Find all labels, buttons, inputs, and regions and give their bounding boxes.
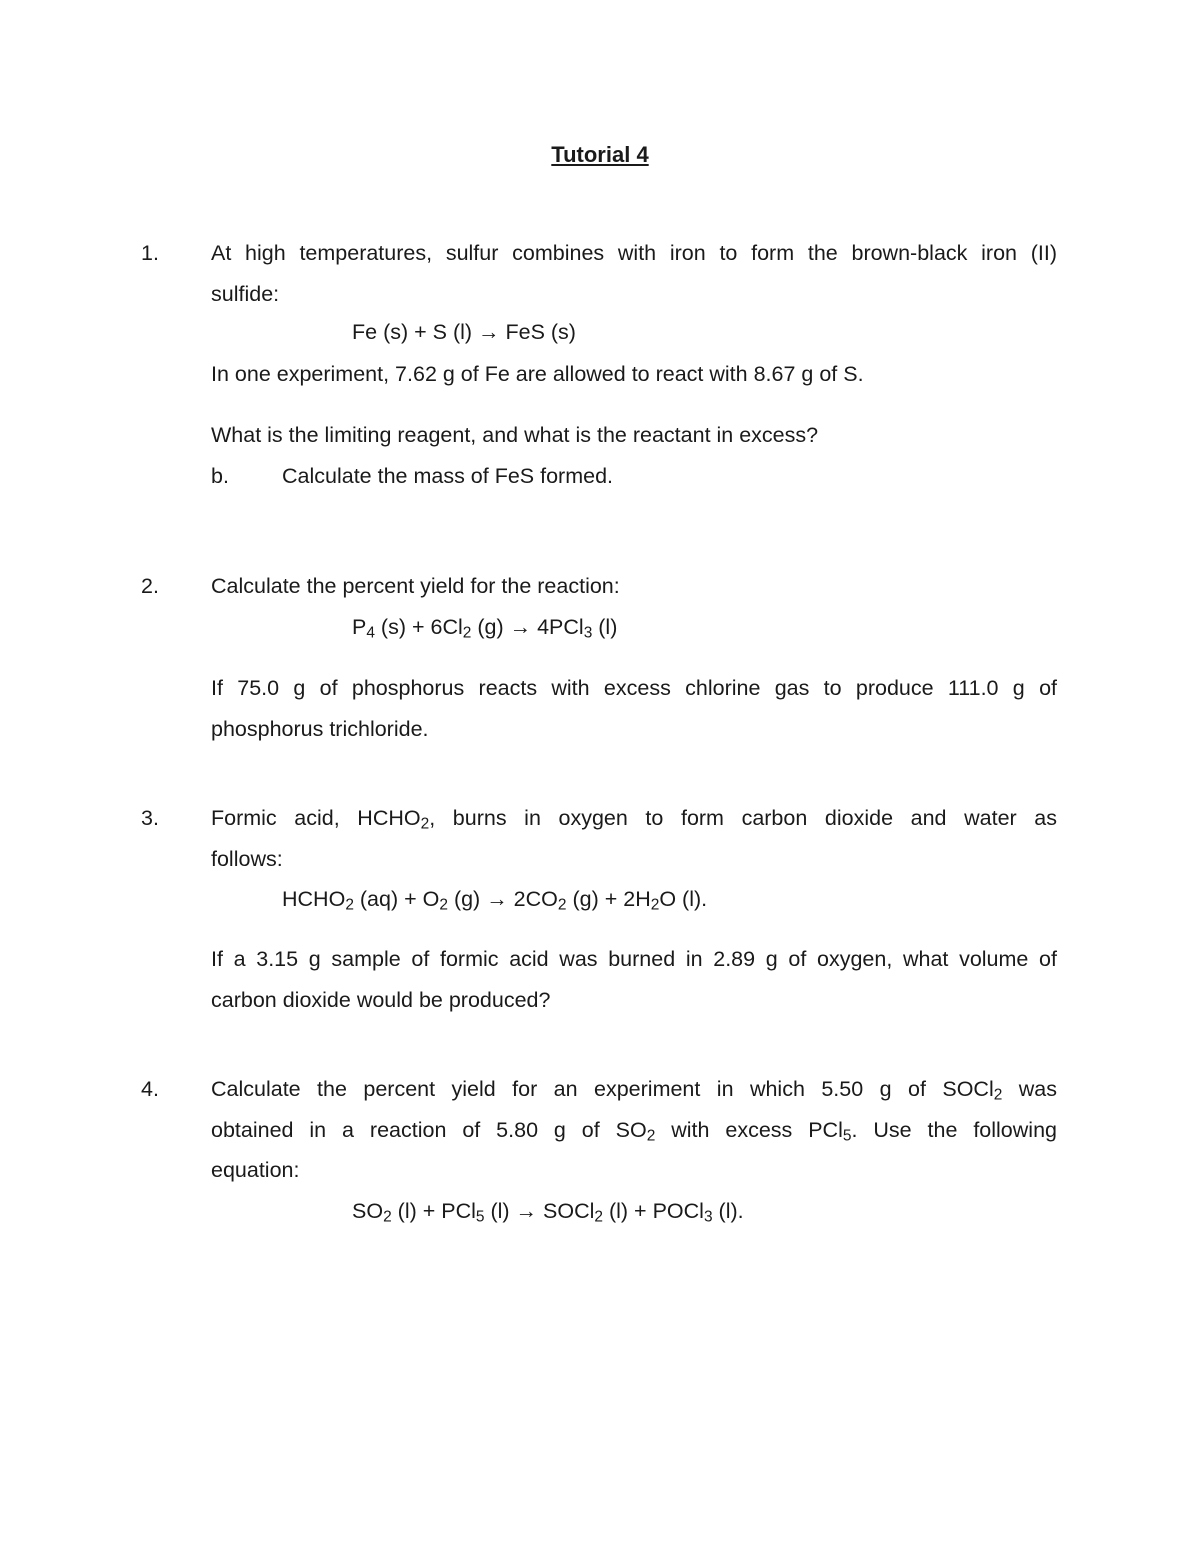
question-text: phosphorus trichloride. bbox=[211, 717, 429, 741]
question-text: In one experiment, 7.62 g of Fe are allowed to react with 8.67 g of S. bbox=[211, 362, 864, 386]
question-text: Calculate the percent yield for an experiment in which 5.50 g of SOCl$_2$ was bbox=[211, 1077, 1057, 1104]
chemical-equation: $HCHO_2$ $(aq) + O_2$ $(g) \to 2CO_2$ $(g) + 2H_2O$ (l). bbox=[282, 887, 708, 914]
question-number: 2. bbox=[141, 574, 159, 598]
question-text: At high temperatures, sulfur combines with iron to form the brown-black iron (II) bbox=[211, 241, 1057, 265]
question-text: Calculate the percent yield for the reaction: bbox=[211, 574, 620, 598]
question-text: obtained in a reaction of 5.80 g of $SO_2$ with excess PCl$_5$. Use the following bbox=[211, 1118, 1057, 1145]
chemical-equation: $SO_2$ (l) + PCl$_5$ (l) → SOCl$_2$ (l) + POCl$_3$ (l). bbox=[352, 1199, 744, 1226]
chemical-equation: $P_4$ $(s) + 6Cl_2$ (g) → 4PCl$_3$ (l) bbox=[352, 615, 618, 642]
question-text: equation: bbox=[211, 1158, 300, 1182]
question-text: follows: bbox=[211, 847, 283, 871]
question-text: If a 3.15 g sample of formic acid was burned in 2.89 g of oxygen, what volume of bbox=[211, 947, 1057, 971]
part-label: b. bbox=[211, 464, 229, 488]
part-text: Calculate the mass of FeS formed. bbox=[282, 464, 614, 488]
question-text: Formic acid, $HCHO_2$, burns in oxygen to form carbon dioxide and water as bbox=[211, 806, 1057, 833]
question-text: What is the limiting reagent, and what is the reactant in excess? bbox=[211, 423, 819, 447]
page-title: Tutorial 4 bbox=[551, 142, 649, 167]
question-number: 3. bbox=[141, 806, 159, 830]
question-number: 1. bbox=[141, 241, 159, 265]
chemical-equation: Fe (s) + S (l) → FeS (s) bbox=[352, 320, 576, 344]
question-text: carbon dioxide would be produced? bbox=[211, 988, 551, 1012]
question-number: 4. bbox=[141, 1077, 159, 1101]
question-text: If 75.0 g of phosphorus reacts with excess chlorine gas to produce 111.0 g of bbox=[211, 676, 1057, 700]
question-text: sulfide: bbox=[211, 282, 280, 306]
